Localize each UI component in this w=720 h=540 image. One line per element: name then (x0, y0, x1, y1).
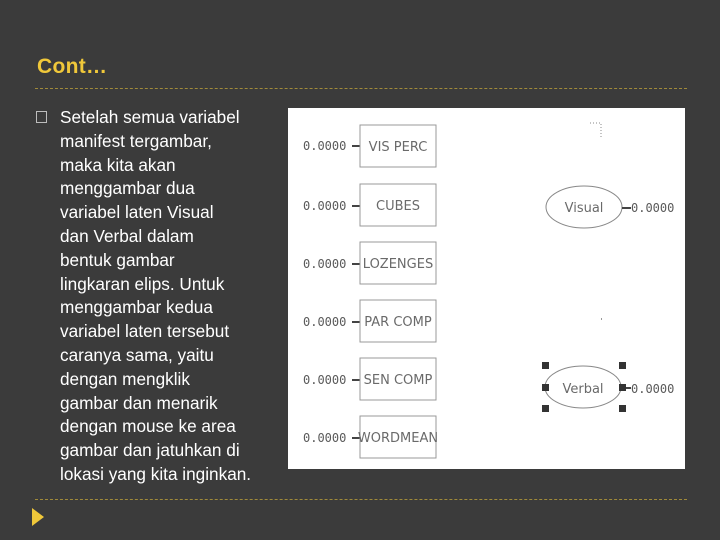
bullet-line: dan Verbal dalam (60, 225, 194, 246)
bullet-box-icon (36, 111, 47, 123)
corner-marker (590, 123, 601, 138)
manifest-variable-sen-comp[interactable] (303, 358, 436, 400)
top-divider (35, 88, 687, 89)
selection-handle[interactable] (619, 362, 626, 369)
bullet-text (60, 106, 290, 487)
manifest-variable-lozenges[interactable] (303, 242, 436, 284)
bullet-line: menggambar dua (60, 178, 195, 199)
bullet-line: menggambar kedua (60, 297, 213, 318)
manifest-label: CUBES (376, 199, 420, 214)
error-value: 0.0000 (303, 139, 347, 153)
bullet-line: Setelah semua variabel (60, 107, 240, 127)
manifest-label: PAR COMP (364, 315, 432, 330)
latent-value: 0.0000 (631, 382, 675, 396)
latent-label: Verbal (562, 382, 604, 397)
bullet-line: maka kita akan (60, 154, 176, 175)
manifest-label: LOZENGES (362, 257, 434, 272)
next-arrow-icon[interactable] (32, 508, 44, 526)
error-value: 0.0000 (303, 257, 347, 271)
manifest-variable-cubes[interactable] (303, 184, 436, 226)
bullet-line: gambar dan menarik (60, 392, 218, 413)
bullet-line: variabel laten Visual (60, 202, 214, 223)
path-diagram (288, 108, 685, 469)
manifest-variable-vis-perc[interactable] (303, 125, 436, 167)
latent-variable-verbal[interactable] (542, 362, 674, 412)
selection-handle[interactable] (542, 362, 549, 369)
error-value: 0.0000 (303, 431, 347, 445)
latent-value: 0.0000 (631, 201, 675, 215)
error-value: 0.0000 (303, 199, 347, 213)
bullet-line: lokasi yang kita inginkan. (60, 463, 252, 484)
bullet-line: dengan mouse ke area (60, 416, 236, 437)
bottom-divider (35, 499, 687, 500)
selection-handle[interactable] (542, 405, 549, 412)
selection-handle[interactable] (619, 405, 626, 412)
bullet-line: caranya sama, yaitu (60, 344, 214, 365)
bullet-line: manifest tergambar, (60, 130, 212, 151)
speck (601, 318, 602, 320)
manifest-label: WORDMEAN (357, 431, 439, 446)
bullet-line: gambar dan jatuhkan di (60, 440, 240, 461)
slide-title: Cont… (37, 55, 108, 78)
manifest-variable-par-comp[interactable] (303, 300, 436, 342)
bullet-line: dengan mengklik (60, 368, 190, 389)
latent-label: Visual (564, 201, 604, 216)
path-diagram-canvas (288, 108, 685, 469)
bullet-line: variabel laten tersebut (60, 321, 230, 342)
bullet-line: lingkaran elips. Untuk (60, 273, 225, 294)
manifest-label: SEN COMP (363, 373, 433, 388)
latent-variable-visual[interactable] (546, 186, 674, 228)
manifest-label: VIS PERC (368, 140, 428, 155)
selection-handle[interactable] (619, 384, 626, 391)
error-value: 0.0000 (303, 373, 347, 387)
bullet-line: bentuk gambar (60, 249, 175, 270)
error-value: 0.0000 (303, 315, 347, 329)
manifest-variable-wordmean[interactable] (303, 416, 438, 458)
selection-handle[interactable] (542, 384, 549, 391)
